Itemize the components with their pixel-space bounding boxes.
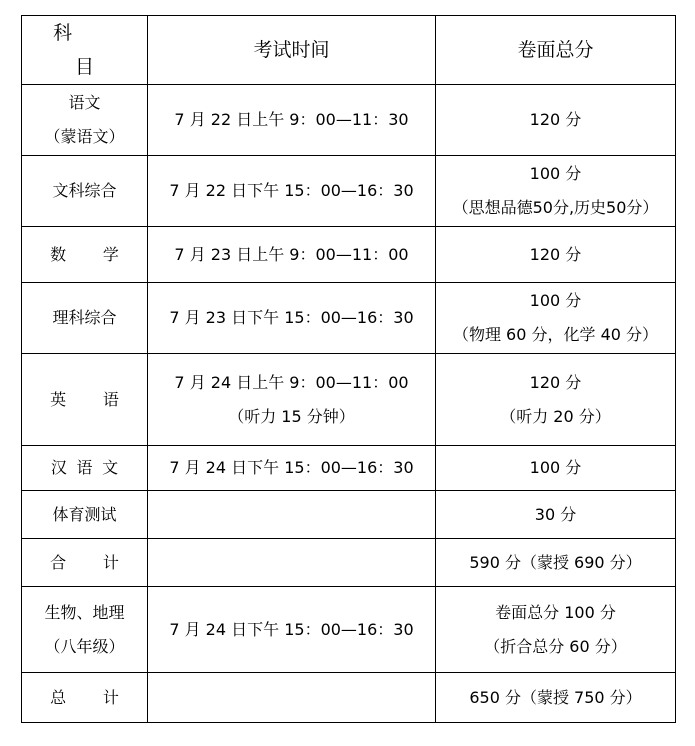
time-cell: 7 月 23 日下午 15：00—16：30 xyxy=(148,283,436,354)
score-cell: 120 分 xyxy=(436,227,676,283)
score-cell: 120 分 （听力 20 分） xyxy=(436,354,676,446)
table-row xyxy=(22,227,676,283)
table-row xyxy=(22,446,676,491)
time-cell: 7 月 22 日下午 15：00—16：30 xyxy=(148,156,436,227)
subject-cell: 汉语文 xyxy=(22,446,148,491)
score-cell: 100 分 （物理 60 分，化学 40 分） xyxy=(436,283,676,354)
time-cell xyxy=(148,539,436,587)
subject-cell: 语文 （蒙语文） xyxy=(22,85,148,156)
table-row xyxy=(22,283,676,354)
time-cell: 7 月 22 日上午 9：00—11：30 xyxy=(148,85,436,156)
score-cell: 590 分（蒙授 690 分） xyxy=(436,539,676,587)
table-row xyxy=(22,85,676,156)
time-cell: 7 月 24 日下午 15：00—16：30 xyxy=(148,587,436,673)
score-cell: 30 分 xyxy=(436,491,676,539)
subject-cell: 理科综合 xyxy=(22,283,148,354)
subtotal-row xyxy=(22,539,676,587)
exam-schedule-table xyxy=(21,15,676,723)
score-cell: 卷面总分 100 分 （折合总分 60 分） xyxy=(436,587,676,673)
time-cell xyxy=(148,491,436,539)
subject-cell: 合计 xyxy=(22,539,148,587)
subject-cell: 体育测试 xyxy=(22,491,148,539)
subject-cell: 生物、地理 （八年级） xyxy=(22,587,148,673)
subject-cell: 数学 xyxy=(22,227,148,283)
time-cell: 7 月 24 日下午 15：00—16：30 xyxy=(148,446,436,491)
table-row xyxy=(22,354,676,446)
score-cell: 100 分 （思想品德50分,历史50分） xyxy=(436,156,676,227)
score-cell: 100 分 xyxy=(436,446,676,491)
score-cell: 120 分 xyxy=(436,85,676,156)
subject-cell: 文科综合 xyxy=(22,156,148,227)
header-subject: 科目 xyxy=(22,16,148,85)
score-cell: 650 分（蒙授 750 分） xyxy=(436,673,676,723)
subject-cell: 英语 xyxy=(22,354,148,446)
table-row xyxy=(22,491,676,539)
time-cell: 7 月 23 日上午 9：00—11：00 xyxy=(148,227,436,283)
time-cell xyxy=(148,673,436,723)
header-score: 卷面总分 xyxy=(436,16,676,85)
total-row xyxy=(22,673,676,723)
header-time: 考试时间 xyxy=(148,16,436,85)
table-row xyxy=(22,587,676,673)
header-row xyxy=(22,16,676,85)
subject-cell: 总计 xyxy=(22,673,148,723)
time-cell: 7 月 24 日上午 9：00—11：00 （听力 15 分钟） xyxy=(148,354,436,446)
table-row xyxy=(22,156,676,227)
